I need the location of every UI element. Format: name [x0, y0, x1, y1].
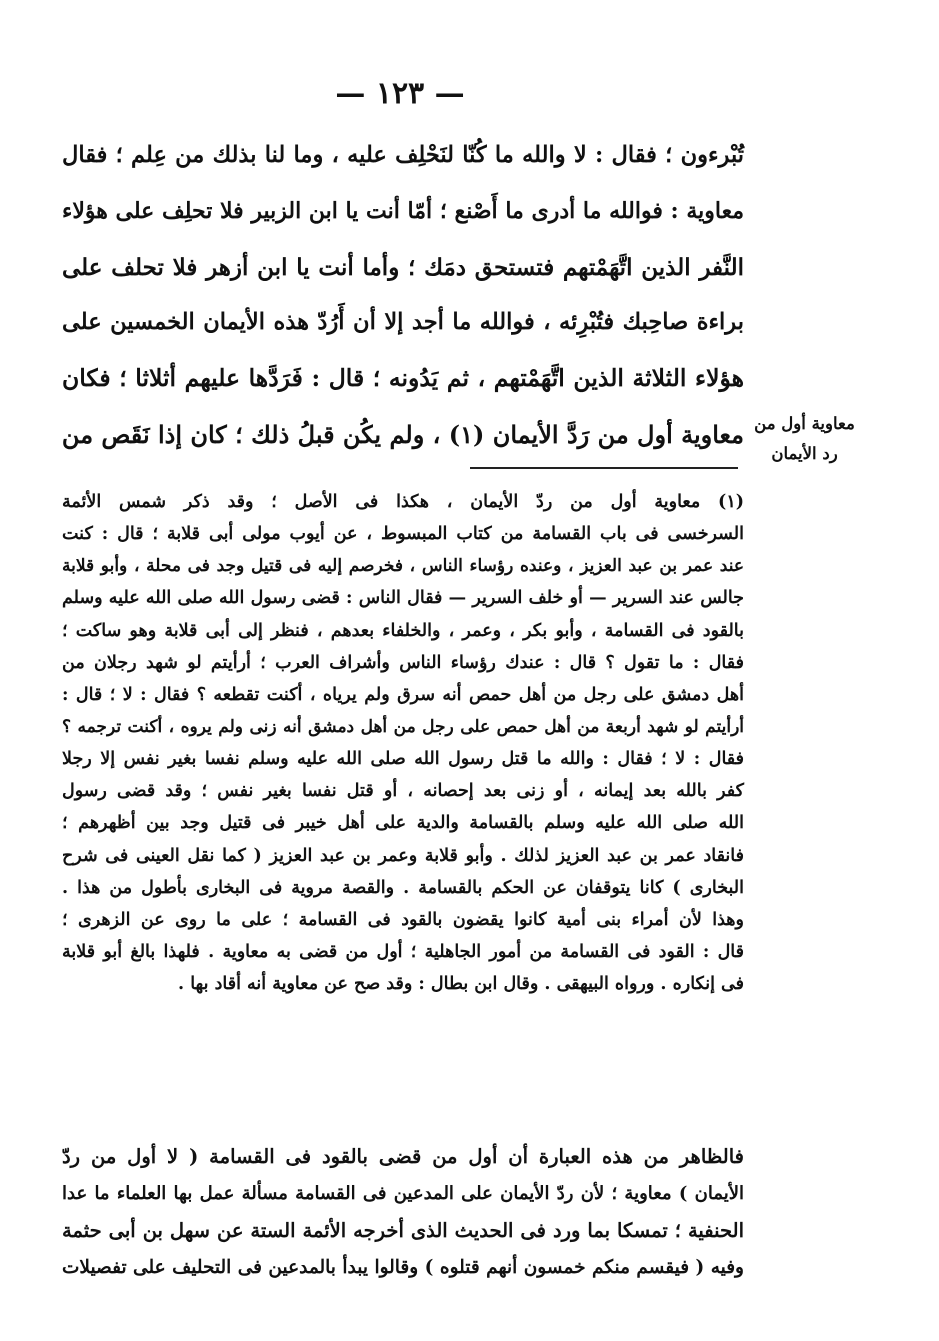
- margin-note: [752, 409, 857, 469]
- footnote-line: فقال : ما تقول ؟ قال : عندك رؤساء الناس وأشراف العرب ؛ أرأيتم لو شهد رجلان من: [62, 652, 744, 673]
- commentary-line: وفيه ( فيقسم منكم خمسون أنهم قتلوه ) وقالوا يبدأ بالمدعين فى التحليف على تفصيلات: [62, 1257, 744, 1278]
- footnote-line: أهل دمشق على رجل من أهل حمص أنه سرق ولم يرياه ، أكنت تقطعه ؟ فقال : لا ؛ قال :: [62, 684, 744, 705]
- page-number: — ١٢٣ —: [335, 76, 465, 111]
- footnote-line: السرخسى فى باب القسامة من كتاب المبسوط ، عن أيوب مولى أبى قلابة ؛ قال : كنت: [62, 524, 744, 545]
- margin-note-line: رد الأيمان: [771, 444, 838, 463]
- footnote-line: الله صلى الله عليه وسلم بالقسامة والدية على أهل خيبر فى قتيل وجد بين أظهرهم ؛: [62, 813, 744, 834]
- footnote-line: عند عمر بن عبد العزيز ، وعنده رؤساء الناس ، فخرصم إليه فى قتيل وجد فى محلة ، وأبو قلابة: [62, 556, 744, 577]
- main-text-line: معاوية أول من رَدَّ الأيمان (١) ، ولم يكُن قبلُ ذلك ؛ كان إذا نَقَص من: [61, 419, 744, 449]
- commentary: [62, 1138, 744, 1286]
- footnote-line: جالس عند السرير — أو خلف السرير — فقال الناس : قضى رسول الله صلى الله عليه وسلم: [62, 588, 744, 609]
- commentary-line: الأيمان ) معاوية ؛ لأن ردّ الأيمان على المدعين فى القسامة مسألة عمل بها العلماء ما عدا: [62, 1183, 744, 1204]
- footnote-line: قال : القود فى القسامة من أمور الجاهلية ؛ أول من قضى به معاوية . فلهذا بالغ أبو قلابة: [62, 941, 744, 962]
- footnotes: [62, 486, 744, 1000]
- footnote-line: أرأيتم لو شهد أربعة من أهل حمص على رجل من أهل دمشق أنه زنى ولم يروه ، أكنت ترجمه ؟: [62, 716, 744, 737]
- main-text-line: معاوية : فوالله ما أدرى ما أَصْنع ؛ أمّا أنت يا ابن الزبير فلا تحلِف على هؤلاء: [62, 197, 744, 224]
- main-text: [62, 128, 744, 463]
- main-text-line: هؤلاء الثلاثة الذين اتَّهَمْتهم ، ثم يَدُونه ؛ قال : فَرَدَّها عليهم أثلاثا ؛ فكان: [62, 364, 744, 393]
- footnote-line: (١) معاوية أول من ردّ الأيمان ، هكذا فى الأصل ؛ وقد ذكر شمس الأئمة: [62, 492, 744, 512]
- commentary-line: فالظاهر من هذه العبارة أن أول من قضى بالقود فى القسامة ( لا أول من ردّ: [62, 1145, 744, 1168]
- footnote-line: فقال : لا ؛ فقال : والله ما قتل رسول الله صلى الله عليه وسلم نفسا بغير نفس إلا رجلا: [62, 749, 744, 770]
- footnote-separator: [470, 467, 738, 469]
- main-text-line: تُبْرءون ؛ فقال : لا والله ما كُنّا لنَحْلِف عليه ، وما لنا بذلك من عِلم ؛ فقال: [62, 142, 744, 168]
- margin-note-line: معاوية أول من: [754, 414, 855, 433]
- footnote-line: البخارى ) كانا يتوقفان عن الحكم بالقسامة . والقصة مروية فى البخارى بأطول من هذا .: [62, 877, 744, 898]
- footnote-line: كفر بالله بعد إيمانه ، أو زنى بعد إحصانه ، أو قتل نفسا بغير نفس ؛ وقد قضى رسول: [62, 781, 744, 802]
- main-text-line: النَّفر الذين اتَّهَمْتهم فتستحق دمَك ؛ وأما أنت يا ابن أزهر فلا تحلف على: [62, 253, 744, 281]
- main-text-line: براءة صاحِبك فتُبْرِئه ، فوالله ما أجد إلا أن أَرُدّ هذه الأيمان الخمسين على: [62, 309, 744, 336]
- commentary-line: الحنفية ؛ تمسكا بما ورد فى الحديث الذى أخرجه الأئمة الستة عن سهل بن أبى حثمة: [62, 1219, 744, 1242]
- footnote-line: بالقود فى القسامة ، وأبو بكر ، وعمر ، والخلفاء بعدهم ، فنظر إلى أبى قلابة وهو ساكت ؛: [62, 620, 744, 641]
- footnote-line: وهذا لأن أمراء بنى أمية كانوا يقضون بالقود فى القسامة ؛ على ما روى عن الزهرى ؛: [62, 909, 744, 930]
- footnote-line: فانقاد عمر بن عبد العزيز لذلك . وأبو قلابة وعمر بن عبد العزيز ( كما نقل العينى فى شرح: [62, 845, 744, 866]
- footnote-line: فى إنكاره . ورواه البيهقى . وقال ابن بطال : وقد صح عن معاوية أنه أقاد بها .: [178, 974, 744, 995]
